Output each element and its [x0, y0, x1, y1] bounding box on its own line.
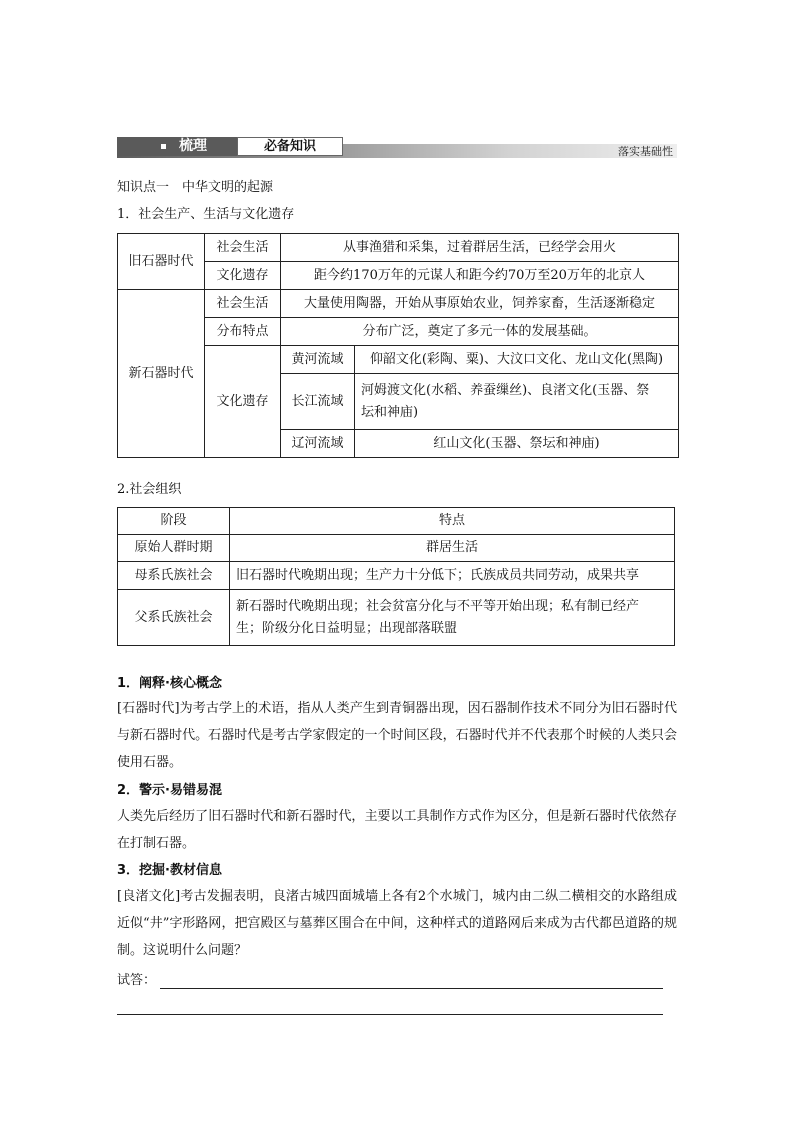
header-tag-shuli-text: 梳理: [179, 138, 207, 154]
answer-line-1[interactable]: [160, 988, 663, 989]
feature-matriarchal: 旧石器时代晚期出现；生产力十分低下；氏族成员共同劳动，成果共享: [230, 562, 675, 590]
answer-label: 试答：: [117, 973, 157, 988]
header-right-text: 落实基础性: [618, 145, 673, 158]
relics-table: [117, 233, 679, 458]
feature-patriarchal-line-1: 新石器时代晚期出现；社会贫富分化与不平等开始出现；私有制已经产: [236, 598, 640, 614]
stage-matriarchal: 母系氏族社会: [118, 562, 230, 590]
note-1-text: [石器时代]为考古学上的术语，指从人类产生到青铜器出现，因石器制作技术不同分为旧石器时代与新石器时代。石器时代是考古学家假定的一个时间区段，石器时代并不代表那个时候的人类只会使用石器。: [117, 701, 677, 770]
header-tag-knowledge: 必备知识: [237, 137, 343, 156]
square-bullet-icon: [161, 144, 166, 149]
paleo-life-value: 从事渔猎和采集，过着群居生活，已经学会用火: [281, 234, 679, 262]
yangtze-value-line-1: 河姆渡文化(水稻、养蚕缫丝)、良渚文化(玉器、祭: [361, 382, 650, 398]
neo-relic-label: 文化遗存: [205, 346, 281, 458]
liao-river-value: 红山文化(玉器、祭坛和神庙): [355, 430, 679, 458]
liao-river-label: 辽河流域: [281, 430, 355, 458]
neo-life-value: 大量使用陶器，开始从事原始农业，饲养家畜，生活逐渐稳定: [281, 290, 679, 318]
paleo-relic-label: 文化遗存: [205, 262, 281, 290]
yangtze-value-line-2: 坛和神庙): [361, 404, 419, 420]
neo-dist-value: 分布广泛，奠定了多元一体的发展基础。: [281, 318, 679, 346]
yellow-river-label: 黄河流域: [281, 346, 355, 374]
table2-header-feature: 特点: [230, 508, 675, 535]
neo-era-cell: 新石器时代: [118, 290, 205, 458]
note-3-text: [良渚文化]考古发掘表明，良渚古城四面城墙上各有2个水城门，城内由二纵二横相交的水路组成近似“井”字形路网，把宫殿区与墓葬区围合在中间，这种样式的道路网后来成为古代都邑道路的规制。这说明什么问题？: [117, 889, 677, 958]
note-2-title: 2．警示·易错易混: [117, 783, 222, 798]
paleo-life-label: 社会生活: [205, 234, 281, 262]
paleo-era-cell: 旧石器时代: [118, 234, 205, 290]
note-1-title: 1．阐释·核心概念: [117, 676, 222, 691]
feature-patriarchal-line-2: 生；阶级分化日益明显；出现部落联盟: [236, 620, 458, 636]
stage-patriarchal: 父系氏族社会: [118, 590, 230, 646]
social-organization-table: [117, 507, 675, 646]
subsection-title-1: 1．社会生产、生活与文化遗存: [117, 207, 295, 222]
yangtze-river-label: 长江流域: [281, 374, 355, 430]
header-tag-shuli: [117, 137, 237, 156]
neo-life-label: 社会生活: [205, 290, 281, 318]
paleo-relic-value: 距今约170万年的元谋人和距今约70万至20万年的北京人: [281, 262, 679, 290]
section-header-band: [117, 137, 677, 160]
note-3-title: 3．挖掘·教材信息: [117, 863, 222, 878]
table2-header-stage: 阶段: [118, 508, 230, 535]
feature-primitive-group: 群居生活: [230, 535, 675, 562]
neo-dist-label: 分布特点: [205, 318, 281, 346]
subsection-title-2: 2.社会组织: [117, 482, 182, 497]
knowledge-point-title: 知识点一 中华文明的起源: [117, 180, 274, 195]
yangtze-river-value: [355, 374, 679, 430]
note-2-text: 人类先后经历了旧石器时代和新石器时代，主要以工具制作方式作为区分，但是新石器时代依然存在打制石器。: [117, 809, 677, 851]
feature-patriarchal: [230, 590, 675, 646]
stage-primitive-group: 原始人群时期: [118, 535, 230, 562]
yellow-river-value: 仰韶文化(彩陶、粟)、大汶口文化、龙山文化(黑陶): [355, 346, 679, 374]
answer-line-2[interactable]: [117, 1014, 663, 1015]
